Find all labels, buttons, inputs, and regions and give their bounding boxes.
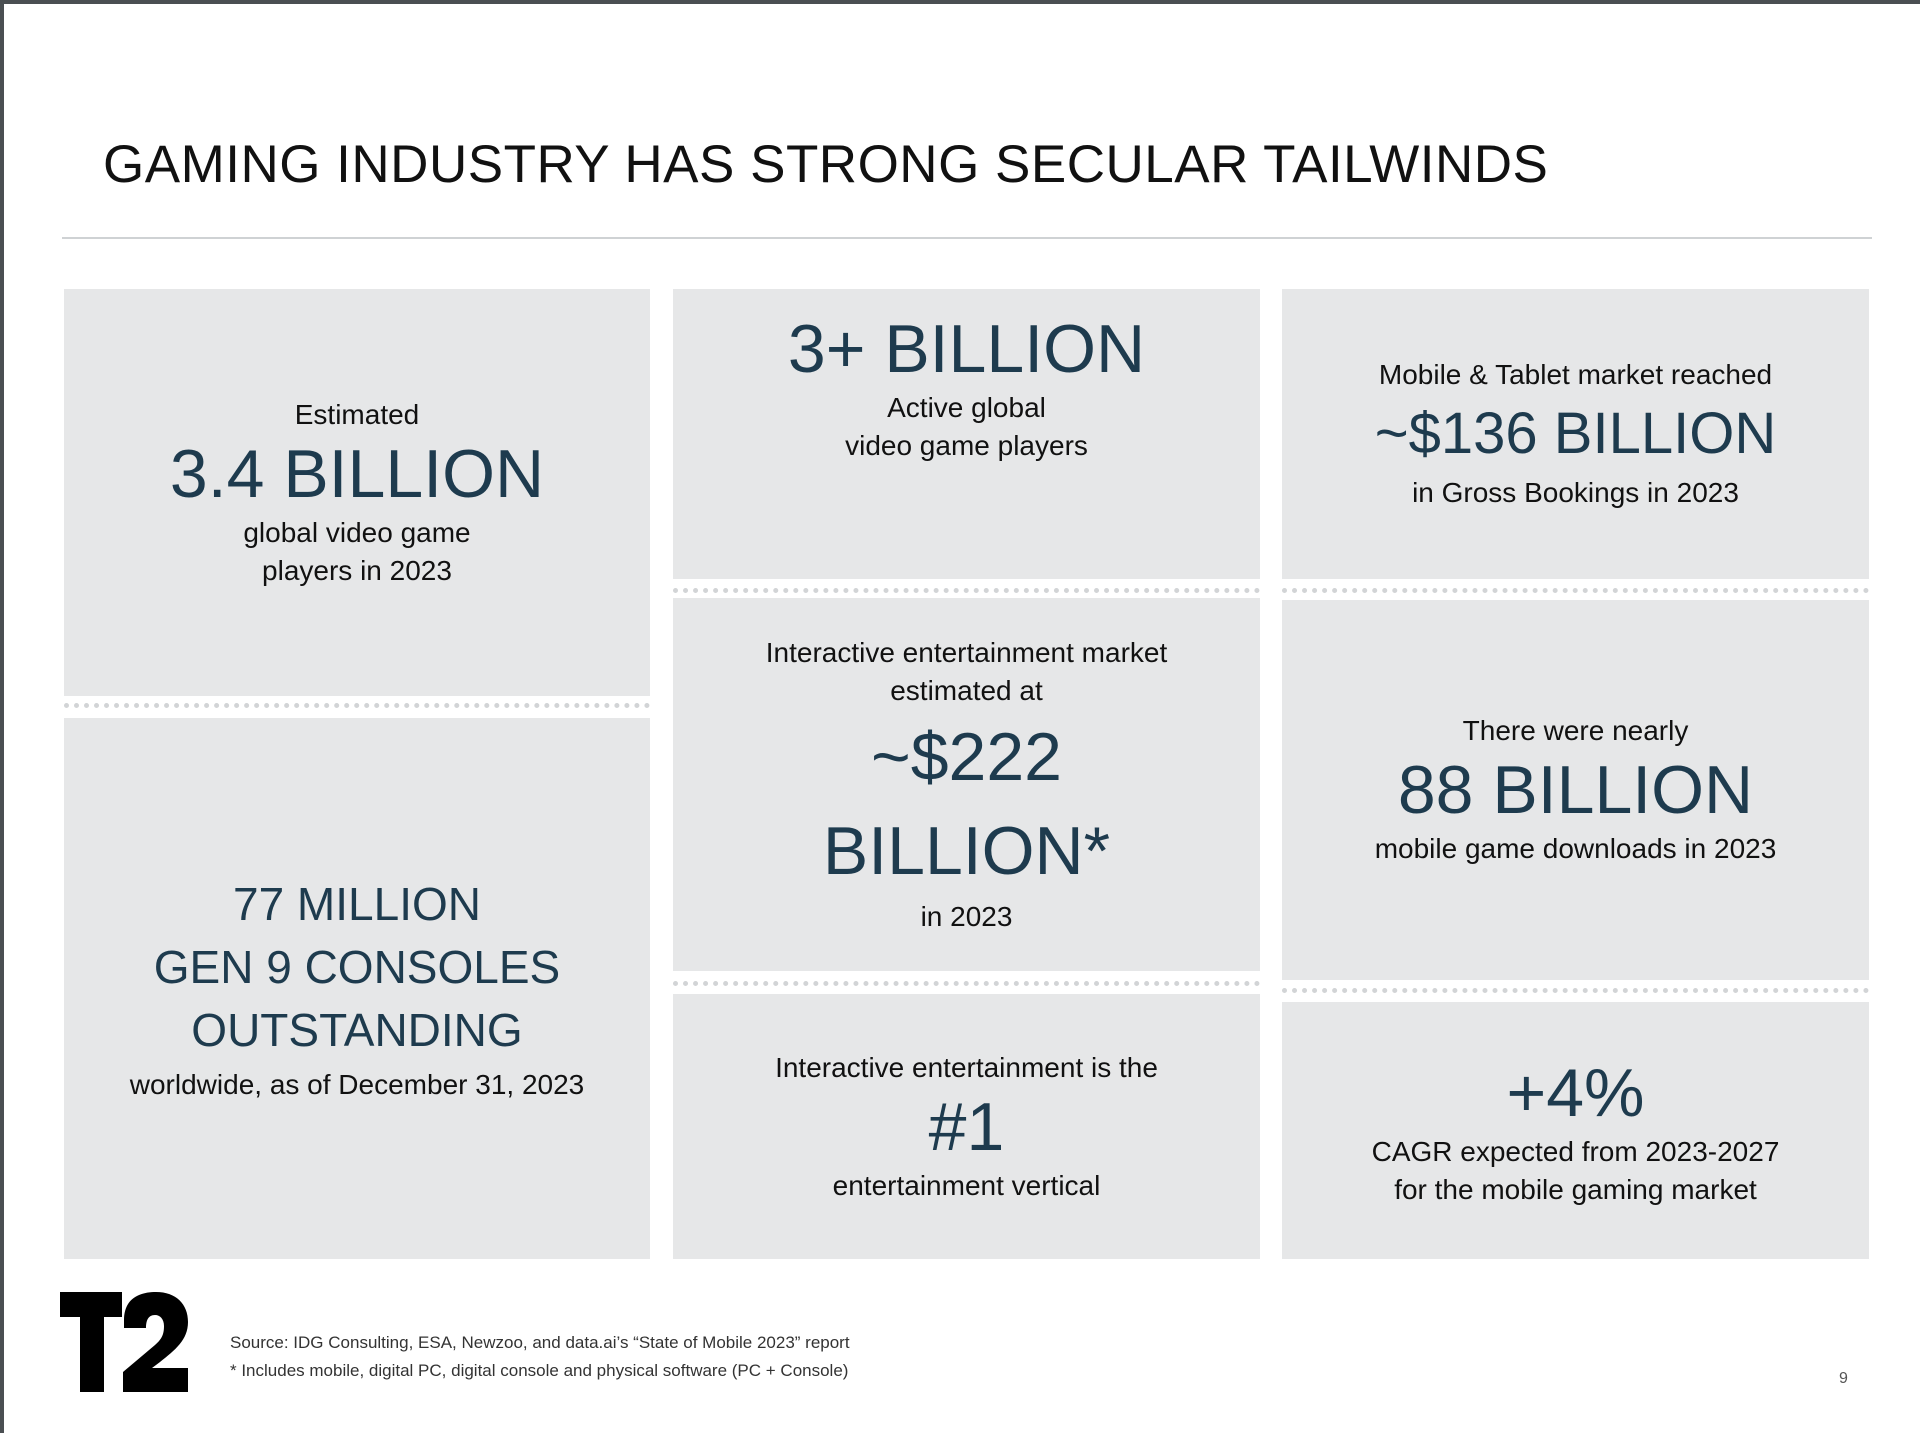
tile-downloads-pre: There were nearly: [1462, 715, 1689, 746]
tile-downloads-post: mobile game downloads in 2023: [1374, 833, 1777, 864]
tile-mobile-market-post: in Gross Bookings in 2023: [1412, 477, 1739, 508]
source-footnote: Source: IDG Consulting, ESA, Newzoo, and data.ai’s “State of Mobile 2023” report: [230, 1333, 850, 1352]
tile-vertical-pre: Interactive entertainment is the: [775, 1051, 1158, 1083]
tile-downloads: [1282, 600, 1869, 980]
tile-active-players-post: Active global video game players: [845, 392, 1088, 461]
tile-players-2023-pre: Estimated: [294, 398, 420, 430]
tile-mobile-market-value: ~$136 BILLION: [1374, 401, 1777, 466]
tile-vertical: [673, 994, 1260, 1259]
t2-logo: [60, 1292, 190, 1392]
tile-mobile-market: [1282, 289, 1869, 579]
tile-vertical-value: #1: [928, 1088, 1005, 1165]
frame-top-border: [0, 0, 1920, 4]
slide-title: GAMING INDUSTRY HAS STRONG SECULAR TAILWINDS: [103, 135, 1549, 194]
dotted-divider: [64, 703, 650, 708]
tile-cagr: [1282, 1002, 1869, 1259]
tile-players-2023-post: global video game players in 2023: [243, 516, 471, 586]
tile-downloads-value: 88 BILLION: [1397, 752, 1754, 828]
dotted-divider: [1282, 988, 1869, 993]
tile-vertical-post: entertainment vertical: [832, 1169, 1101, 1201]
dotted-divider: [673, 981, 1260, 986]
page-number: 9: [1839, 1370, 1848, 1387]
tile-cagr-post: CAGR expected from 2023-2027 for the mobile gaming market: [1371, 1135, 1780, 1205]
tile-consoles: [64, 718, 650, 1259]
tile-ie-market: [673, 598, 1260, 971]
tile-ie-market-value: ~$222 BILLION*: [822, 718, 1111, 889]
tile-active-players: [673, 289, 1260, 579]
frame-left-border: [0, 0, 4, 1433]
dotted-divider: [1282, 588, 1869, 593]
tile-cagr-value: +4%: [1506, 1054, 1645, 1131]
tile-consoles-value: 77 MILLION GEN 9 CONSOLES OUTSTANDING: [153, 878, 561, 1056]
tile-mobile-market-pre: Mobile & Tablet market reached: [1378, 359, 1773, 390]
tile-players-2023-value: 3.4 BILLION: [169, 435, 545, 512]
tile-active-players-value: 3+ BILLION: [787, 311, 1146, 387]
asterisk-footnote: * Includes mobile, digital PC, digital console and physical software (PC + Console): [230, 1361, 849, 1380]
tile-players-2023: [64, 289, 650, 696]
title-divider: [62, 237, 1872, 239]
dotted-divider: [673, 588, 1260, 593]
tile-ie-market-pre: Interactive entertainment market estimated at: [765, 636, 1168, 706]
tile-consoles-post: worldwide, as of December 31, 2023: [129, 1069, 585, 1100]
tile-ie-market-post: in 2023: [920, 900, 1013, 932]
